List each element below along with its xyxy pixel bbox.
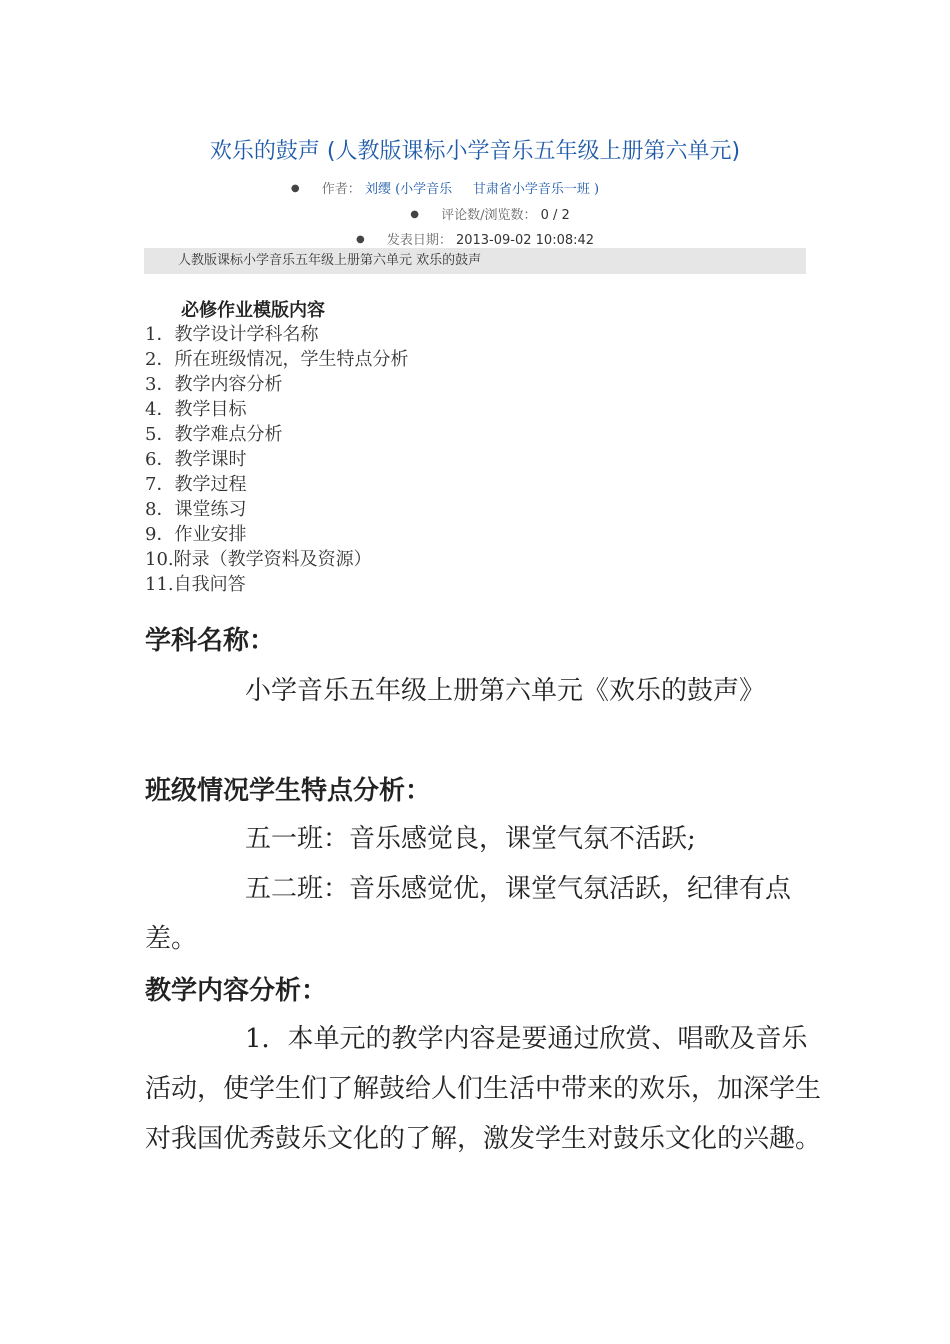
subject-heading: 学科名称：: [145, 626, 276, 656]
outline-item: 4．教学目标: [145, 399, 247, 420]
meta-count-row: [0, 204, 950, 223]
page-title: 欢乐的鼓声 (人教版课标小学音乐五年级上册第六单元): [209, 139, 741, 164]
class-text-2: [145, 864, 825, 964]
class-text-1-body: 五一班：音乐感觉良，课堂气氛不活跃;: [245, 824, 696, 854]
outline-item: 3．教学内容分析: [145, 374, 283, 395]
summary-bar: 人教版课标小学音乐五年级上册第六单元 欢乐的鼓声: [144, 248, 806, 274]
bullet-icon: ●: [355, 234, 365, 245]
meta-author-row: [0, 178, 950, 197]
content-heading: 教学内容分析：: [145, 976, 328, 1006]
date-value: 2013-09-02 10:08:42: [455, 233, 595, 248]
author-paren-open: (: [395, 182, 401, 197]
outline-item: 2．所在班级情况，学生特点分析: [145, 349, 409, 370]
content-text: [145, 1014, 825, 1164]
date-label: 发表日期：: [386, 233, 452, 248]
author-name-link[interactable]: 刘缨: [364, 182, 391, 197]
outline-item: 10.附录（教学资料及资源）: [145, 549, 372, 570]
outline-item: 5．教学难点分析: [145, 424, 283, 445]
template-outline-list: [145, 322, 408, 597]
outline-item: 7．教学过程: [145, 474, 247, 495]
bullet-icon: ●: [290, 183, 300, 194]
meta-date-row: [0, 229, 950, 248]
outline-item: 11.自我问答: [145, 574, 246, 595]
template-title: 必修作业模版内容: [181, 300, 325, 321]
class-heading: 班级情况学生特点分析：: [145, 776, 432, 806]
bullet-icon: ●: [410, 209, 419, 220]
outline-item: 1．教学设计学科名称: [145, 324, 319, 345]
outline-item: 8．课堂练习: [145, 499, 247, 520]
content-text-body: 1．本单元的教学内容是要通过欣赏、唱歌及音乐活动，使学生们了解鼓给人们生活中带来的欢乐，加深学生对我国优秀鼓乐文化的了解，激发学生对鼓乐文化的兴趣。: [145, 1024, 822, 1154]
author-label: 作者：: [321, 182, 361, 197]
author-paren-close: ): [594, 182, 600, 197]
subject-text-body: 小学音乐五年级上册第六单元《欢乐的鼓声》: [245, 676, 766, 706]
count-value: 0 / 2: [540, 208, 570, 223]
outline-item: 6．教学课时: [145, 449, 247, 470]
class-text-1: [145, 814, 825, 864]
author-group-link[interactable]: 小学音乐: [400, 182, 453, 197]
subject-text: [145, 666, 825, 716]
outline-item: 9．作业安排: [145, 524, 247, 545]
count-label: 评论数/浏览数：: [441, 208, 537, 223]
class-text-2-body: 五二班：音乐感觉优，课堂气氛活跃，纪律有点差。: [145, 874, 792, 954]
author-class-link[interactable]: 甘肃省小学音乐一班: [472, 182, 590, 197]
